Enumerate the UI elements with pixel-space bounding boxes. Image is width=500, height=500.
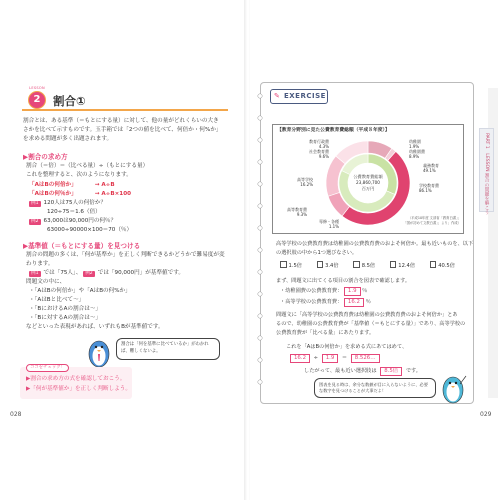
chart-label-6: 学校教育費 bbox=[419, 183, 439, 188]
chart-label-value-2: 1.9% bbox=[409, 144, 420, 149]
check-box bbox=[20, 367, 132, 399]
step1-item-1-value: 1.9 bbox=[344, 287, 361, 296]
chart-label-value-3: 8.9% bbox=[409, 154, 420, 159]
chart-label-value-1: 9.6% bbox=[318, 154, 329, 159]
calc-eq: ＝ bbox=[341, 355, 348, 361]
left-speech-bubble bbox=[116, 338, 220, 360]
lesson-number-circle bbox=[28, 91, 46, 109]
left-page bbox=[0, 0, 246, 500]
center-label-1: 23,860,700 bbox=[356, 180, 380, 185]
binder-holes-graphic bbox=[255, 90, 265, 395]
step1-item-2-value: 16.2 bbox=[344, 298, 364, 307]
question-line-2: の選択肢の中から1つ選びなさい。 bbox=[276, 250, 358, 256]
step1-item-1-unit: ％ bbox=[362, 288, 368, 294]
option-4[interactable] bbox=[390, 263, 415, 269]
chart-label-8: 専修・各種 bbox=[319, 219, 339, 224]
step2-line-2: るので、幼稚園の公費教育費が「基準値（＝もとにする量）」であり、高等学校の bbox=[276, 321, 466, 327]
step1-item-1-text: ・幼稚園費の公費教育費： bbox=[280, 288, 343, 294]
rule-percent-label: 「AはBの何％か」 bbox=[29, 191, 77, 197]
option-1-checkbox[interactable] bbox=[280, 261, 287, 268]
chart-label-4: 義務教育 bbox=[423, 163, 439, 168]
example-2 bbox=[29, 217, 116, 225]
calc-line bbox=[290, 354, 380, 363]
ratio-formula: 割合（＝倍）＝（比べる量）÷（もとにする量） bbox=[26, 163, 149, 169]
chart-label-1: 社会教育費 bbox=[309, 149, 329, 154]
lesson-badge bbox=[22, 86, 52, 109]
section-base-value-heading: ▶基準値（＝もとにする量）を見つける bbox=[23, 242, 141, 250]
intro-line-2: さかを比べて示すものです。玉手箱では「2つの値を比べて、何倍か・何%か」 bbox=[23, 127, 222, 133]
chart-label-3: 幼稚園費 bbox=[409, 149, 425, 154]
rule-percent-result: → A÷B×100 bbox=[94, 191, 131, 197]
chart-source-0: （平成10年度 文部省「教育白書」」 bbox=[407, 216, 461, 220]
page-title: 割合① bbox=[53, 94, 86, 108]
option-1-label: 1.5倍 bbox=[288, 263, 302, 269]
section2-badge-1: 例1 bbox=[31, 271, 39, 276]
option-3-label: 8.5倍 bbox=[361, 263, 376, 269]
question-line-1: 高等学校の公費教育費は幼稚園の公費教育費のおよそ何倍か。最も近いものを、以下 bbox=[276, 241, 474, 247]
phrase-4: ・「Bに対するAの割合は〜」 bbox=[29, 315, 101, 321]
left-speech-text: 割合は「何を基準に比べているか」がわかれば、難しくないよ。 bbox=[121, 342, 209, 354]
step2-line-3: 公費教育費が「比べる量」にあたります。 bbox=[276, 330, 375, 336]
example-1-badge: 例1 bbox=[31, 201, 39, 206]
intro-line-3: を求める問題が多く出題されます。 bbox=[23, 136, 113, 142]
option-2[interactable] bbox=[317, 263, 339, 269]
chart-label-value-6: 86.1% bbox=[419, 188, 432, 193]
phrase-1: ・「AはBの何倍か」や「AはBの何%か」 bbox=[29, 288, 131, 294]
option-1[interactable] bbox=[280, 263, 302, 269]
phrase-2: ・「AはBと比べて〜」 bbox=[29, 297, 85, 303]
example-1-question: 120人は75人の何倍か？ bbox=[43, 200, 107, 206]
calc-b: 1.9 bbox=[322, 354, 339, 363]
step1-text: まず、問題文に出てくる項目の割合を図表で確認します。 bbox=[276, 278, 411, 284]
step1-item-kindergarten bbox=[280, 287, 367, 296]
chart-label-value-4: 49.1% bbox=[423, 168, 436, 173]
calc-op: ÷ bbox=[313, 355, 319, 361]
formula-note: これを整理すると、次のようになります。 bbox=[26, 172, 132, 178]
check-item-2: ▶「何が基準値か」を正しく判断しよう。 bbox=[26, 386, 131, 392]
option-5-checkbox[interactable] bbox=[430, 261, 437, 268]
option-5-label: 40.5倍 bbox=[438, 263, 455, 269]
option-2-checkbox[interactable] bbox=[317, 261, 324, 268]
section2-badge-2: 例2 bbox=[85, 271, 93, 276]
section2-text-2: では「90,000円」が基準値です。 bbox=[97, 270, 184, 276]
calc-result: 8.526… bbox=[351, 354, 380, 363]
conclusion-suffix: です。 bbox=[405, 368, 421, 374]
chart-label-value-7: 9.3% bbox=[296, 212, 307, 217]
phrase-3: ・「BにおけるAの割合は〜」 bbox=[29, 306, 101, 312]
example-2-question: 63,000は90,000円の何％？ bbox=[43, 218, 117, 224]
section2-line-1: 割合の問題の多くは、「何が基準か」を正しく判断できるかどうかで難易度が変 bbox=[26, 252, 225, 258]
chart-label-7: 高等教育費 bbox=[287, 207, 307, 212]
chart-label-value-5: 16.2% bbox=[300, 182, 313, 187]
exercise-label: EXERCISE bbox=[284, 92, 326, 100]
exercise-pencil-icon: ✎ bbox=[274, 92, 280, 100]
left-page-number: 028 bbox=[10, 411, 22, 418]
center-label-2: 百万円 bbox=[361, 186, 375, 191]
pie-chart bbox=[273, 133, 463, 233]
rule-percent bbox=[29, 190, 131, 198]
rule-times bbox=[29, 181, 115, 189]
section2-end: などといった表現があれば、いずれもBが基準値です。 bbox=[26, 324, 164, 330]
step3-text: これを「AはBの何倍か」を求める式にあてはめて、 bbox=[286, 344, 408, 350]
section2-text-1: では「75人」、 bbox=[43, 270, 82, 276]
option-2-label: 3.4倍 bbox=[325, 263, 339, 269]
calc-a: 16.2 bbox=[290, 354, 310, 363]
penguin-mascot-icon bbox=[438, 370, 468, 404]
part-tab bbox=[479, 128, 494, 215]
option-3-checkbox[interactable] bbox=[353, 261, 360, 268]
check-item-1: ▶割合の求め方の式を確認しておこう。 bbox=[26, 376, 126, 382]
right-speech-text: 図表を見る時は、余分な数値が目に入らないように、必要な数字を見つけることが大事だよ！ bbox=[319, 382, 428, 393]
title-underline bbox=[22, 109, 228, 111]
section-ratio-formula-heading: ▶割合の求め方 bbox=[23, 153, 68, 161]
chart-label-2: 幼稚園 bbox=[409, 139, 421, 144]
center-label-0: 公費教育費総額 bbox=[353, 174, 383, 179]
chart-label-5: 高等学校 bbox=[297, 177, 313, 182]
example-2-answer: 63000÷90000×100＝70（％） bbox=[47, 227, 133, 233]
example-1-answer: 120÷75＝1.6（倍） bbox=[47, 209, 101, 215]
step1-item-highschool bbox=[280, 298, 371, 307]
conclusion bbox=[304, 367, 421, 376]
final-answer: 8.5倍 bbox=[380, 367, 402, 376]
step1-item-2-unit: ％ bbox=[365, 299, 371, 305]
option-5[interactable] bbox=[430, 263, 455, 269]
section2-line-2: わります。 bbox=[26, 261, 54, 267]
example-2-badge: 例2 bbox=[31, 219, 39, 224]
right-page bbox=[250, 0, 500, 500]
exercise-banner bbox=[270, 89, 328, 104]
step1-item-2-text: ・高等学校の公費教育費： bbox=[280, 299, 343, 305]
chart-label-0: 教育行政費 bbox=[309, 139, 329, 144]
lesson-number: 2 bbox=[33, 94, 41, 105]
section2-example bbox=[29, 269, 184, 277]
rule-times-label: 「AはBの何倍か」 bbox=[29, 182, 77, 188]
right-speech-bubble bbox=[314, 378, 436, 398]
chart-label-value-8: 1.1% bbox=[328, 224, 339, 229]
penguin-mascot-icon bbox=[84, 334, 114, 368]
chart-box bbox=[272, 124, 464, 234]
chart-title: 【教育分野別に見た公費教育費総額（平成８年度）】 bbox=[277, 128, 390, 133]
rule-times-result: → A÷B bbox=[94, 182, 115, 188]
example-1 bbox=[29, 199, 106, 207]
intro-line-1: 割合とは、ある基準（＝もとにする量）に対して、他の量がどれくらいの大き bbox=[23, 118, 219, 124]
option-4-checkbox[interactable] bbox=[390, 261, 397, 268]
chart-label-value-0: 4.3% bbox=[318, 144, 329, 149]
lesson-label: LESSON bbox=[29, 86, 45, 90]
binder-holes bbox=[255, 90, 265, 395]
step2-line-1: 問題文に「高等学校の公費教育費は幼稚園の公費教育費のおよそ何倍か」とあ bbox=[276, 312, 458, 318]
part-tab-label: PART 1 LESSON 割合の問題を解こう bbox=[484, 133, 489, 215]
section2-note: 問題文の中に、 bbox=[26, 279, 66, 285]
option-3[interactable] bbox=[353, 263, 375, 269]
conclusion-prefix: したがって、最も近い選択肢は bbox=[304, 368, 377, 374]
chart-source-1: 「国が初めて文教白書」」より」作成） bbox=[403, 221, 461, 225]
answer-options bbox=[280, 261, 455, 270]
check-title: ココをチェック！ bbox=[26, 364, 69, 372]
right-page-number: 029 bbox=[480, 411, 492, 418]
option-4-label: 12.4倍 bbox=[398, 263, 416, 269]
